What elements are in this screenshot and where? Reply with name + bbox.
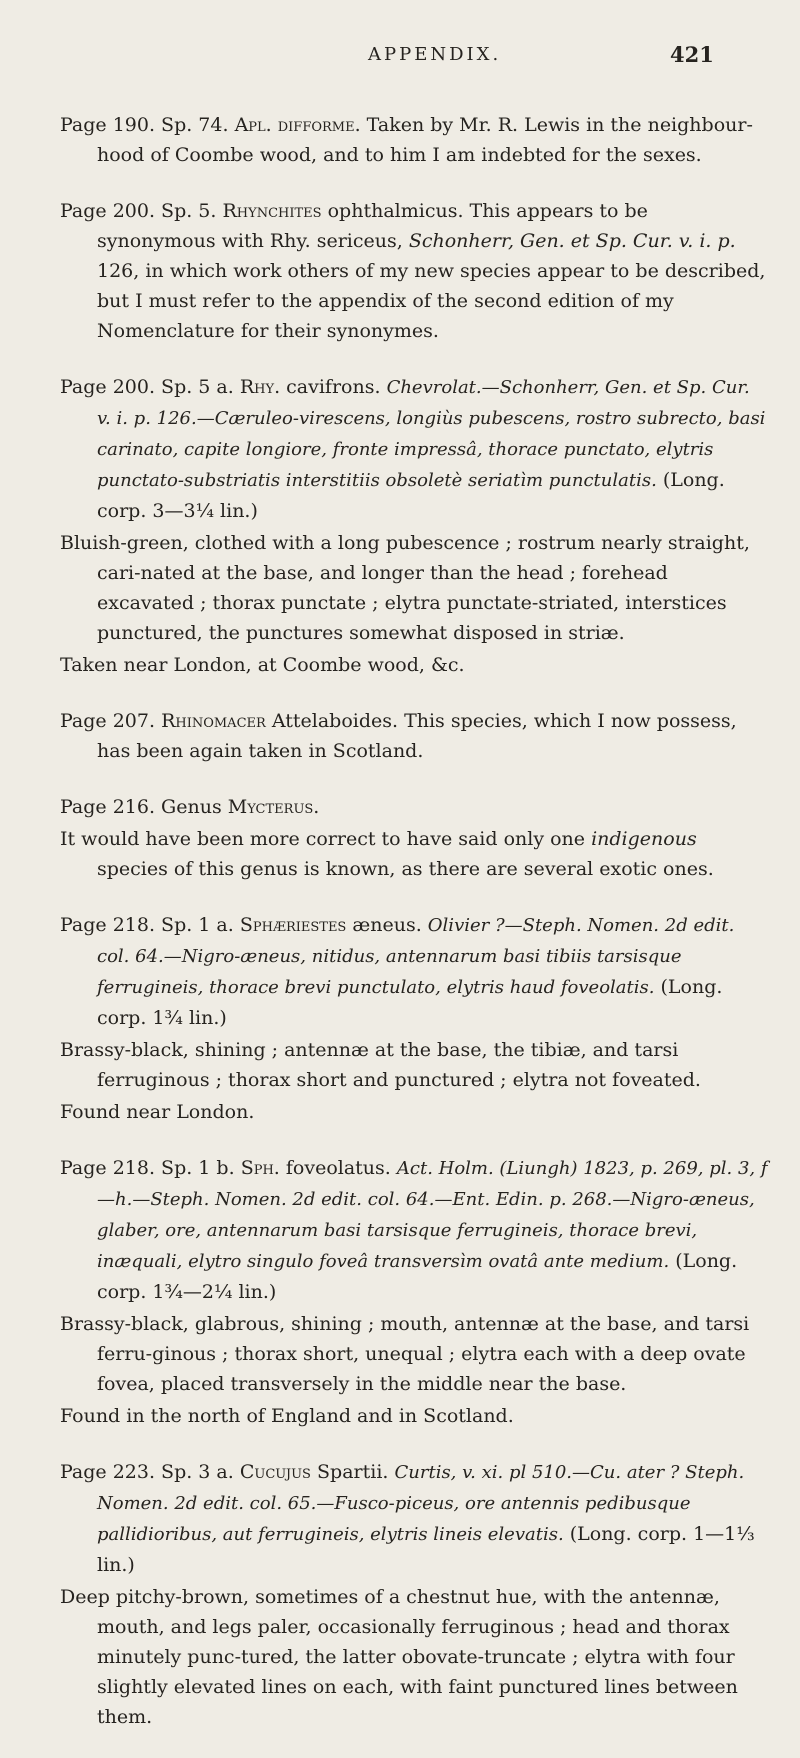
text-run: species of this genus is known, as there are several exotic ones. <box>97 858 714 880</box>
small-caps-run: Mycterus. <box>227 796 320 818</box>
text-run: Found near London. <box>60 1101 255 1123</box>
text-run: foveolatus. <box>285 1157 397 1179</box>
appendix-entry <box>60 110 768 170</box>
appendix-entry <box>60 196 768 346</box>
text-run: (Long. corp. 1¾ lin.) <box>97 976 723 1029</box>
appendix-entry <box>60 1153 768 1431</box>
text-run: It would have been more correct to have said only one <box>60 828 592 850</box>
entry-paragraph <box>60 650 768 680</box>
appendix-entry <box>60 792 768 884</box>
entry-paragraph <box>60 1401 768 1431</box>
small-caps-run: Sph. <box>240 1157 286 1179</box>
text-run: Deep pitchy-brown, sometimes of a chestnut hue, with the antennæ, mouth, and legs paler, occasionally ferruginous ; head and thorax minutely punc-tured, the latter obovate-truncate ; elytra with four slightly elevated lines on each, with faint punctured lines between them. <box>60 1586 738 1728</box>
italic-run: Schonherr, Gen. et Sp. Cur. v. i. p. <box>408 230 736 252</box>
entry-paragraph <box>60 1153 768 1307</box>
text-run: ophthalmicus. This appears to be synonymous with Rhy. sericeus, <box>97 200 648 252</box>
text-run: Page 207. <box>60 710 162 732</box>
small-caps-run: Sphæriestes <box>239 914 353 936</box>
appendix-entry <box>60 706 768 766</box>
italic-run: Act. Holm. (Liungh) 1823, p. 269, pl. 3, f—h.—Steph. Nomen. 2d edit. col. 64.—Ent. Edin. p. 268.—Nigro-æneus, glaber, ore, antennarum basi tarsisque ferrugineis, thorace brevi, inæquali, elytro singulo foveâ transversìm ovatâ ante medium. <box>97 1158 768 1272</box>
text-run: Brassy-black, glabrous, shining ; mouth, antennæ at the base, and tarsi ferru-ginous ; thorax short, unequal ; elytra each with a deep ovate fovea, placed transversely in the middle near the base. <box>60 1313 750 1395</box>
entry-paragraph <box>60 196 768 346</box>
text-run: (Long. corp. 3—3¼ lin.) <box>97 469 725 522</box>
text-run: Page 218. Sp. 1 a. <box>60 914 240 936</box>
appendix-entries <box>60 110 768 1758</box>
text-run: Attelaboides. This species, which I now possess, has been again taken in Scotland. <box>97 710 737 762</box>
entry-paragraph <box>60 110 768 170</box>
text-run: cavifrons. <box>286 376 387 398</box>
entry-paragraph <box>60 792 768 822</box>
text-run: Taken near London, at Coombe wood, &c. <box>60 654 465 676</box>
text-run: Page 218. Sp. 1 b. <box>60 1157 241 1179</box>
appendix-entry <box>60 910 768 1127</box>
text-run: (Long. corp. 1—1⅓ lin.) <box>97 1523 755 1576</box>
appendix-entry <box>60 1457 768 1732</box>
text-run: Page 200. Sp. 5 a. <box>60 376 240 398</box>
entry-paragraph <box>60 1457 768 1580</box>
entry-paragraph <box>60 706 768 766</box>
entry-paragraph <box>60 1582 768 1732</box>
small-caps-run: Rhy. <box>239 376 287 398</box>
entry-paragraph <box>60 1309 768 1399</box>
text-run: Found in the north of England and in Scotland. <box>60 1405 514 1427</box>
running-head-title: APPENDIX. <box>368 44 502 65</box>
text-run: Brassy-black, shining ; antennæ at the base, the tibiæ, and tarsi ferruginous ; thorax short and punctured ; elytra not foveated. <box>60 1039 701 1091</box>
text-run: Taken by Mr. R. Lewis in the neighbour-hood of Coombe wood, and to him I am indebted for the sexes. <box>97 114 753 166</box>
text-run: (Long. corp. 1¾—2¼ lin.) <box>97 1250 738 1303</box>
text-run: 126, in which work others of my new species appear to be described, but I must refer to the appendix of the second edition of my Nomenclature for their synonymes. <box>97 260 766 342</box>
text-run: æneus. <box>352 914 428 936</box>
entry-paragraph <box>60 910 768 1033</box>
small-caps-run: Rhinomacer <box>161 710 272 732</box>
italic-run: indigenous <box>591 828 697 850</box>
running-head <box>0 44 800 74</box>
small-caps-run: Rhynchites <box>222 200 328 222</box>
italic-run: Curtis, v. xi. pl 510.—Cu. ater ? Steph. Nomen. 2d edit. col. 65.—Fusco-piceus, ore antennis pedibusque pallidioribus, aut ferrugineis, elytris lineis elevatis. <box>97 1462 745 1545</box>
italic-run: Olivier ?—Steph. Nomen. 2d edit. col. 64.—Nigro-æneus, nitidus, antennarum basi tibiis tarsisque ferrugineis, thorace brevi punctulato, elytris haud foveolatis. <box>97 915 735 998</box>
appendix-entry <box>60 372 768 680</box>
text-run: Spartii. <box>317 1461 395 1483</box>
small-caps-run: Cucujus <box>239 1461 318 1483</box>
italic-run: Chevrolat.—Schonherr, Gen. et Sp. Cur. v. i. p. 126.—Cæruleo-virescens, longiùs pubescens, rostro subrecto, basi carinato, capite longiore, fronte impressâ, thorace punctato, elytris punctato-substriatis interstitiis obsoletè seriatìm punctulatis. <box>97 377 766 491</box>
text-run: Page 190. Sp. 74. <box>60 114 235 136</box>
small-caps-run: Apl. difforme. <box>234 114 367 136</box>
entry-paragraph <box>60 824 768 884</box>
text-run: Page 223. Sp. 3 a. <box>60 1461 240 1483</box>
entry-paragraph <box>60 372 768 526</box>
page-number: 421 <box>670 42 714 67</box>
entry-paragraph <box>60 1097 768 1127</box>
entry-paragraph <box>60 528 768 648</box>
text-run: Page 200. Sp. 5. <box>60 200 223 222</box>
text-run: Page 216. Genus <box>60 796 228 818</box>
entry-paragraph <box>60 1035 768 1095</box>
text-run: Bluish-green, clothed with a long pubescence ; rostrum nearly straight, cari-nated at the base, and longer than the head ; forehead excavated ; thorax punctate ; elytra punctate-striated, interstices punctured, the punctures somewhat disposed in striæ. <box>60 532 750 644</box>
